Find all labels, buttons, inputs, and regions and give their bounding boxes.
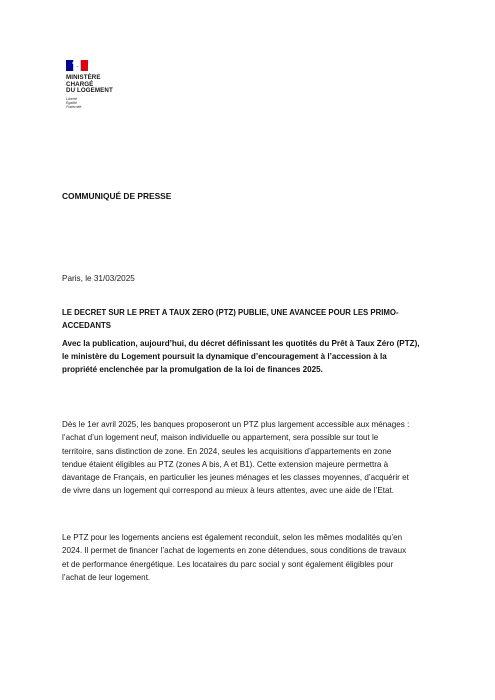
marianne-flag-icon [66, 60, 88, 71]
press-release-label: COMMUNIQUÉ DE PRESSE [62, 191, 172, 201]
paragraph-line: territoire, sans distinction de zone. En 2024, seules les acquisitions d’appartements en zone [62, 446, 392, 456]
lede-line: propriété enclenchée par la promulgation de la loi de finances 2025. [62, 364, 323, 374]
headline [62, 307, 442, 332]
paragraph-line: Le PTZ pour les logements anciens est également reconduit, selon les mêmes modalités qu’en [62, 533, 403, 542]
body-paragraph [62, 418, 447, 498]
paragraph-line: de vivre dans un logement qui correspond au mieux à leurs attentes, avec une aide de l’Etat. [62, 486, 395, 496]
paragraph-line: 2024. Il permet de financer l’achat de logements en zone détendues, sous conditions de travaux [62, 546, 407, 556]
paragraph-line: davantage de Français, en particulier les jeunes ménages et les classes moyennes, d’acquérir et [62, 473, 409, 483]
lede-paragraph [62, 338, 447, 376]
ministry-name: MINISTÈRE CHARGÉ DU LOGEMENT [66, 74, 113, 95]
paragraph-line: l’achat de leur logement. [62, 572, 151, 582]
republic-motto: Liberté Égalité Fraternité [66, 96, 82, 110]
ministry-logo [66, 60, 156, 109]
paragraph-line: l’achat d’un logement neuf, maison individuelle ou appartement, sera possible sur tout le [62, 433, 379, 443]
paragraph-line: Dès le 1er avril 2025, les banques proposeront un PTZ plus largement accessible aux ménages : [62, 420, 410, 429]
headline-line: ACCEDANTS [62, 320, 111, 330]
headline-line: LE DECRET SUR LE PRET A TAUX ZERO (PTZ) PUBLIE, UNE AVANCEE POUR LES PRIMO- [62, 308, 399, 317]
lede-line: Avec la publication, aujourd’hui, du décret définissant les quotités du Prêt à Taux Zéro (PTZ), [62, 339, 420, 348]
paragraph-line: et de performance énergétique. Les locataires du parc social y sont également éligibles pour [62, 559, 394, 569]
lede-line: le ministère du Logement poursuit la dynamique d’encouragement à l’accession à la [62, 351, 387, 361]
paragraph-line: tendue étaient éligibles au PTZ (zones A bis, A et B1). Cette extension majeure permettra à [62, 459, 389, 469]
dateline: Paris, le 31/03/2025 [62, 274, 135, 283]
body-paragraph [62, 531, 447, 584]
